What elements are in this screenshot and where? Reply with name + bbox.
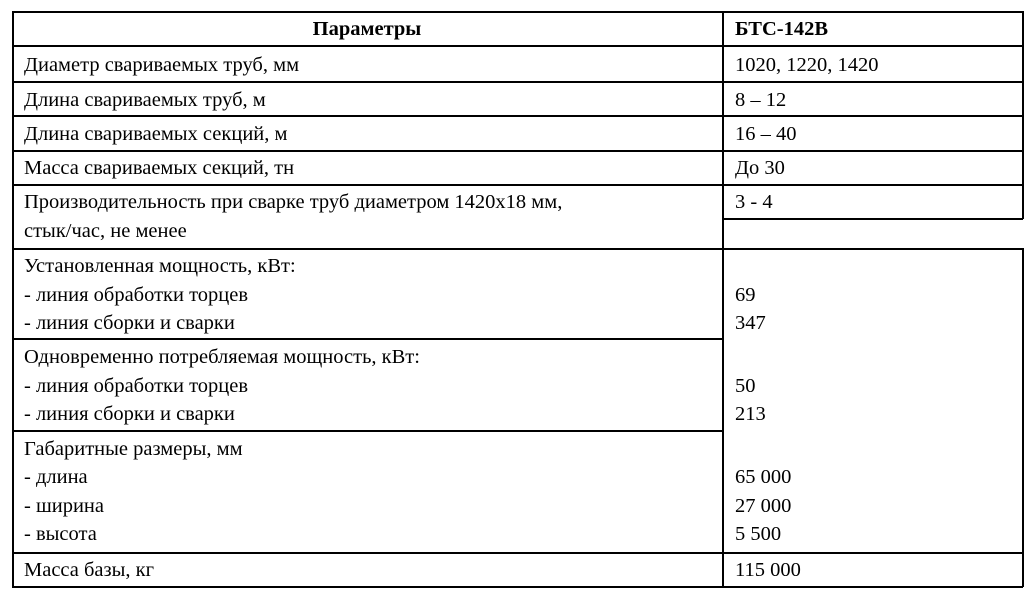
row-installed-power-ends-label: - линия обработки торцев — [24, 284, 249, 306]
row-consumed-power-label: Одновременно потребляемая мощность, кВт: — [24, 346, 420, 368]
row-pipe-diameter-label: Диаметр свариваемых труб, мм — [24, 54, 300, 76]
row-base-mass-label: Масса базы, кг — [24, 559, 155, 581]
row-section-length-label: Длина свариваемых секций, м — [24, 123, 288, 145]
header-model: БТС-142В — [735, 18, 829, 40]
row-installed-power-welding-label: - линия сборки и сварки — [24, 312, 235, 334]
row-dimensions-height-value: 5 500 — [735, 523, 782, 545]
row-consumed-power-welding-value: 213 — [735, 403, 766, 425]
row-dimensions-label: Габаритные размеры, мм — [24, 438, 243, 460]
row-consumed-power-welding-label: - линия сборки и сварки — [24, 403, 235, 425]
row-productivity-label: Производительность при сварке труб диаметром 1420х18 мм, — [24, 191, 563, 213]
row-dimensions-length-label: - длина — [24, 466, 88, 488]
header-parameters: Параметры — [312, 18, 422, 40]
row-consumed-power-ends-value: 50 — [735, 375, 756, 397]
row-installed-power-welding-value: 347 — [735, 312, 766, 334]
row-pipe-length-label: Длина свариваемых труб, м — [24, 89, 266, 111]
row-pipe-diameter-value: 1020, 1220, 1420 — [735, 54, 879, 76]
row-dimensions-height-label: - высота — [24, 523, 97, 545]
row-dimensions-width-value: 27 000 — [735, 495, 792, 517]
specs-table — [12, 11, 1023, 587]
row-dimensions-width-label: - ширина — [24, 495, 104, 517]
row-pipe-length-value: 8 – 12 — [735, 89, 787, 111]
row-consumed-power-ends-label: - линия обработки торцев — [24, 375, 249, 397]
row-installed-power-label: Установленная мощность, кВт: — [24, 255, 296, 277]
row-productivity-value: 3 - 4 — [735, 191, 773, 213]
row-section-mass-label: Масса свариваемых секций, тн — [24, 157, 295, 179]
row-installed-power-ends-value: 69 — [735, 284, 756, 306]
row-section-mass-value: До 30 — [735, 157, 785, 179]
row-productivity-label-cont: стык/час, не менее — [24, 220, 187, 242]
row-section-length-value: 16 – 40 — [735, 123, 797, 145]
row-base-mass-value: 115 000 — [735, 559, 801, 581]
row-dimensions-length-value: 65 000 — [735, 466, 792, 488]
